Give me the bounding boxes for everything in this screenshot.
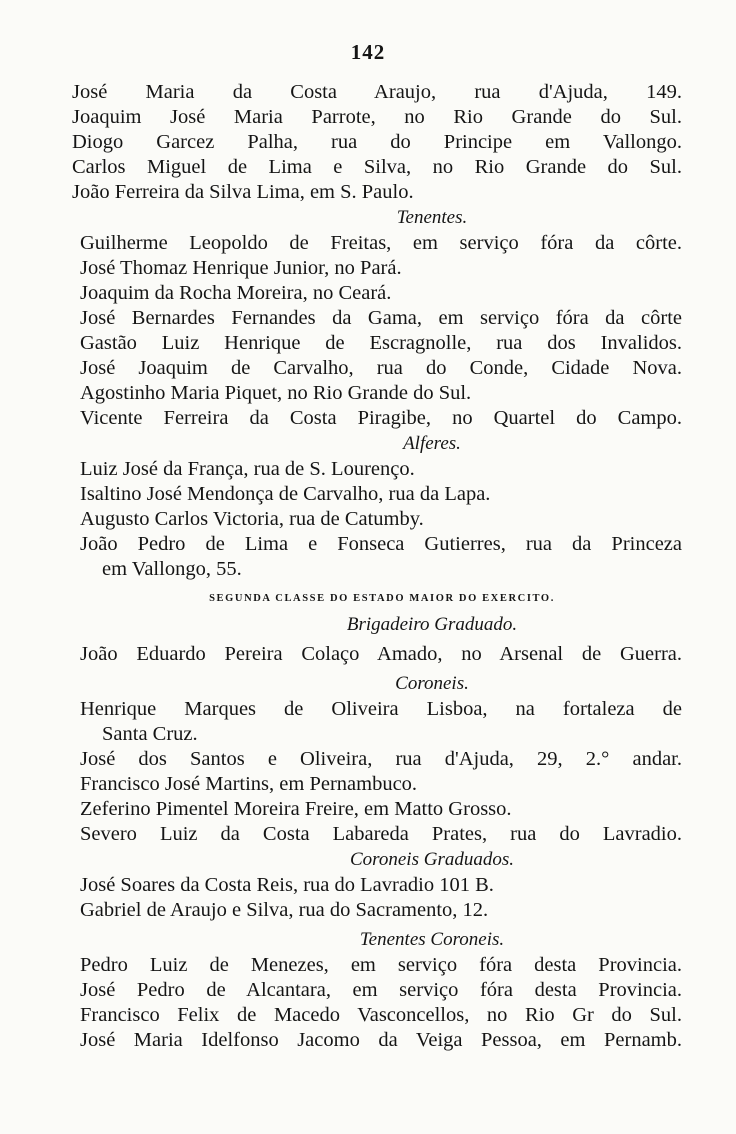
section-segunda-classe xyxy=(72,586,682,1053)
section-title: SEGUNDA CLASSE DO ESTADO MAIOR DO EXERCITO. xyxy=(209,593,555,604)
list-item: José dos Santos e Oliveira, rua d'Ajuda, 29, 2.° andar. xyxy=(80,748,682,770)
list-item: Guilherme Leopoldo de Freitas, em serviço fóra da côrte. xyxy=(80,232,682,254)
list-item: Joaquim da Rocha Moreira, no Ceará. xyxy=(80,282,392,304)
list-item: Isaltino José Mendonça de Carvalho, rua da Lapa. xyxy=(80,483,491,505)
list-item: Luiz José da França, rua de S. Lourenço. xyxy=(80,458,415,480)
list-item: José Soares da Costa Reis, rua do Lavradio 101 B. xyxy=(80,874,494,896)
list-item: José Bernardes Fernandes da Gama, em serviço fóra da côrte xyxy=(80,307,682,329)
list-item-continuation: Santa Cruz. xyxy=(102,723,198,745)
list-item: Gabriel de Araujo e Silva, rua do Sacramento, 12. xyxy=(80,899,489,921)
list-item: Agostinho Maria Piquet, no Rio Grande do Sul. xyxy=(80,382,472,404)
list-item: Joaquim José Maria Parrote, no Rio Grande do Sul. xyxy=(72,106,682,128)
list-item: Carlos Miguel de Lima e Silva, no Rio Grande do Sul. xyxy=(72,156,682,178)
section-tenentes xyxy=(72,205,682,431)
list-item: José Pedro de Alcantara, em serviço fóra desta Provincia. xyxy=(80,979,682,1001)
list-item: Vicente Ferreira da Costa Piragibe, no Quartel do Campo. xyxy=(80,407,682,429)
section-heading: Alferes. xyxy=(403,433,461,454)
section-heading: Brigadeiro Graduado. xyxy=(346,614,518,635)
list-item: Pedro Luiz de Menezes, em serviço fóra desta Provincia. xyxy=(80,954,682,976)
list-item: Francisco José Martins, em Pernambuco. xyxy=(80,773,418,795)
list-item: José Joaquim de Carvalho, rua do Conde, Cidade Nova. xyxy=(80,357,682,379)
list-item: João Ferreira da Silva Lima, em S. Paulo. xyxy=(72,181,414,203)
top-section xyxy=(72,80,682,205)
list-item: Diogo Garcez Palha, rua do Principe em Vallongo. xyxy=(72,131,682,153)
section-heading: Coroneis Graduados. xyxy=(350,849,514,870)
list-item: José Maria Idelfonso Jacomo da Veiga Pessoa, em Pernamb. xyxy=(80,1029,682,1051)
list-item-continuation: em Vallongo, 55. xyxy=(102,558,242,580)
list-item: Augusto Carlos Victoria, rua de Catumby. xyxy=(80,508,424,530)
list-item: José Maria da Costa Araujo, rua d'Ajuda, 149. xyxy=(72,81,682,103)
section-heading: Tenentes. xyxy=(396,207,468,228)
list-item: Zeferino Pimentel Moreira Freire, em Matto Grosso. xyxy=(80,798,512,820)
list-item: João Pedro de Lima e Fonseca Gutierres, rua da Princeza xyxy=(80,533,682,555)
list-item: João Eduardo Pereira Colaço Amado, no Arsenal de Guerra. xyxy=(80,643,682,665)
section-heading: Coroneis. xyxy=(395,673,469,694)
list-item: Gastão Luiz Henrique de Escragnolle, rua dos Invalidos. xyxy=(80,332,682,354)
page-content xyxy=(72,80,682,1053)
list-item: Henrique Marques de Oliveira Lisboa, na fortaleza de xyxy=(80,698,682,720)
section-alferes xyxy=(72,431,682,582)
section-heading: Tenentes Coroneis. xyxy=(359,929,505,950)
list-item: Severo Luiz da Costa Labareda Prates, rua do Lavradio. xyxy=(80,823,682,845)
list-item: Francisco Felix de Macedo Vasconcellos, no Rio Gr do Sul. xyxy=(80,1004,682,1026)
page-number: 142 xyxy=(350,40,386,64)
list-item: José Thomaz Henrique Junior, no Pará. xyxy=(80,257,402,279)
